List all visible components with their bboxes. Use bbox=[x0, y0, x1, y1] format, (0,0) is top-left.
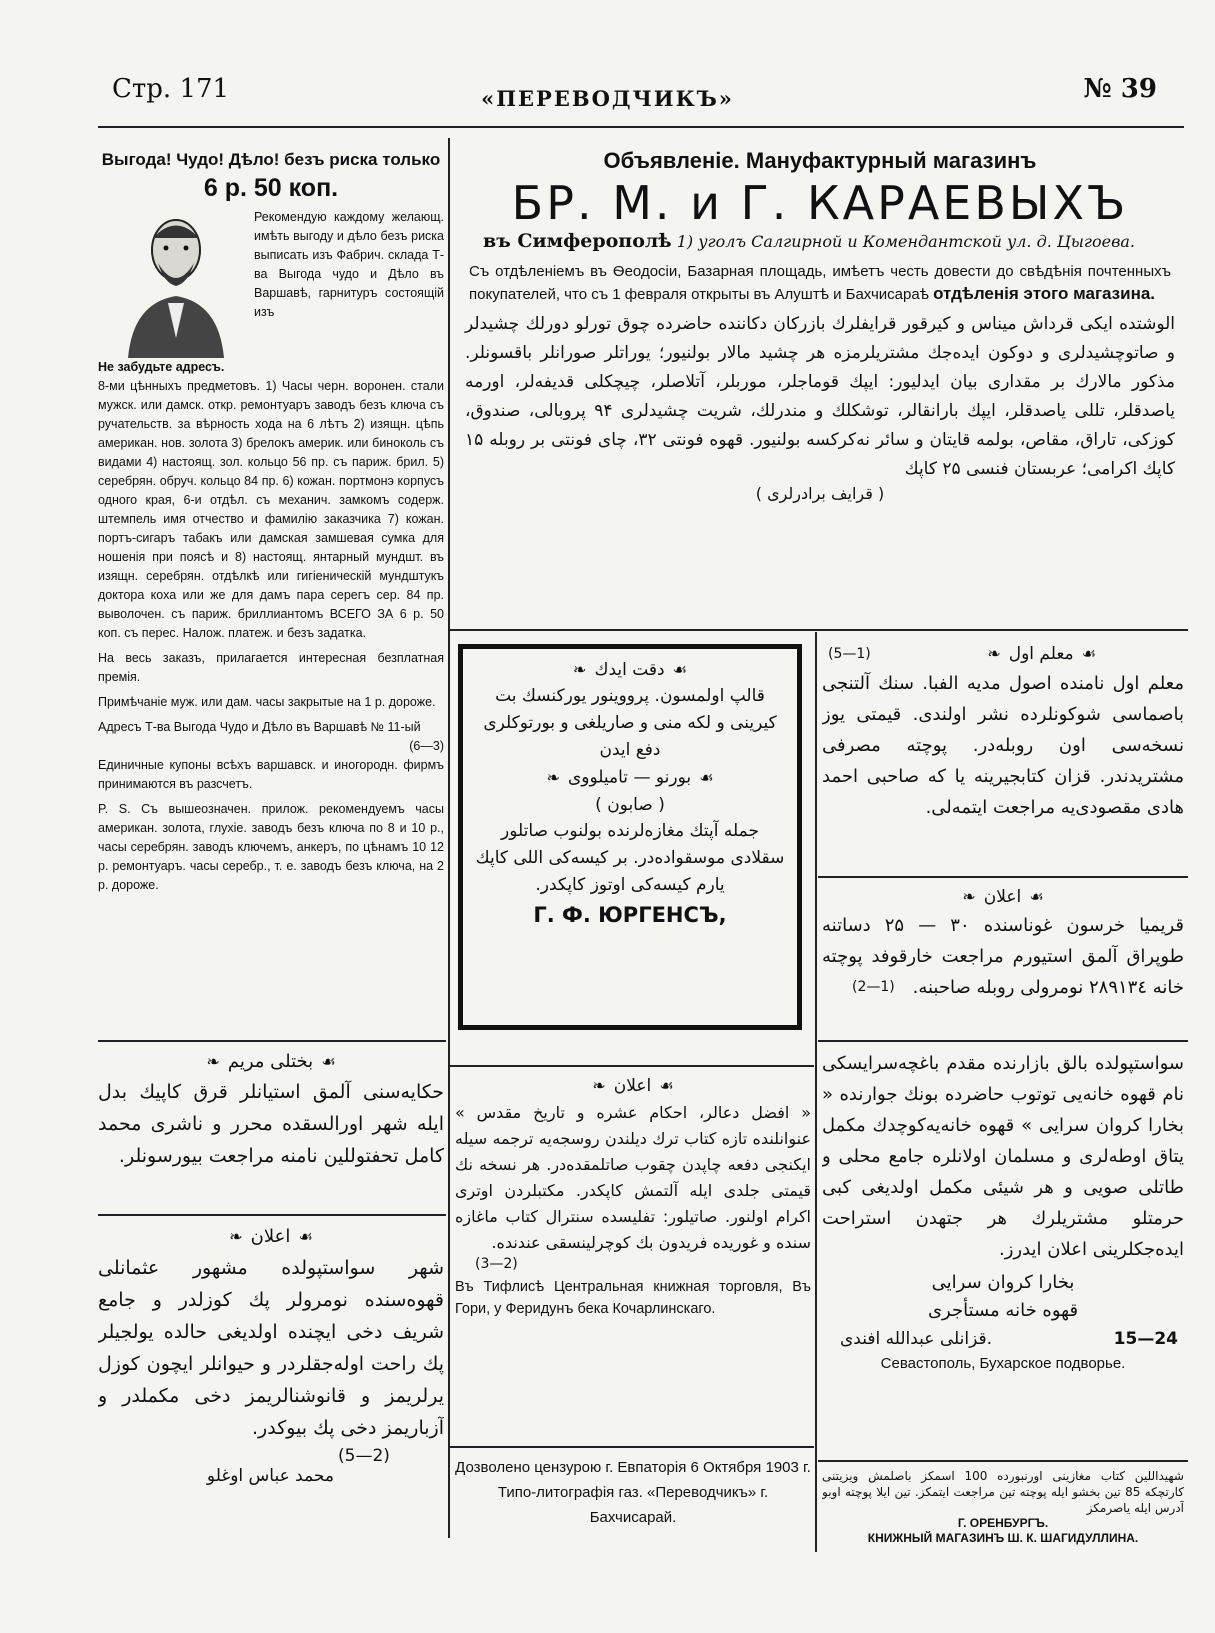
vygoda-items: 8-ми цѣнныхъ предметовъ. 1) Часы черн. воронен. стали мужск. или дамск. откр. ремонтуаръ заводъ безъ ключа съ ручательств. за вѣрность хода на 6 лѣтъ 2) изящн. цѣпь американ. нов. золота 3) брелокъ америк. или биноколь съ видами 4) настоящ. зол. кольцо 56 пр. съ париж. брил. 5) серебрян. обруч. кольцо 84 пр. 6) кожан. портмонэ корпусъ одного края, 6-и отдѣл. съ механич. замкомъ содерж. штемпель имя отчество и фамилію заказчика 7) кожан. портъ-сигаръ табакъ или дамская замшевая сумка для ношенія при поясѣ и 8) настоящ. янтарный мундшт. въ изящн. серебрян. отдѣлкѣ или гигіеническій мундштукъ доктора коха или же для дамъ пара серегъ сер. 84 пр. выволочен. съ париж. бриллиантомъ ВСЕГО ЗА 6 р. 50 коп. съ перес. Налож. платеж. и безъ задатка. bbox=[98, 379, 444, 640]
karaev-tatar-text: الوشتده ایکی قرداش میناس و کیرقور قرایفلرك بازرکان دکاننده حاضرده چوق تورلو دورلك چشیدلر و صاتوچشیدلری و دوکون ایدەجك مشتریلرمزه هر چشید مالار بولنیور؛ یوراتلر صورانلر باقسونلر. مذکور مالارك بر مقداری بیان ایدلیور: ایپك قوماجلر، موربلر، آتلاصلر، چیچکلی قدیفەلر، اورمه یاصدقلر، تللی یاصدقلر، ایپك بارانقالر، توشکلك و مندرلك، شریت چشیدلری ۹۴ پروبالی، صندوق، کوزکی، تاراق، مقاص، بولمه قایتان و سائر نەکرکسه بولنیور. قهوه فونتی ۳۲، چای فونتی بر روبله ۱۵ کاپك اکرامی؛ عربستان فنسی ۲۵ کاپك bbox=[465, 314, 1175, 479]
karaev-address-row bbox=[455, 230, 1185, 253]
bakhtli-ad bbox=[98, 1048, 444, 1208]
vygoda-headline: Выгода! Чудо! Дѣло! безъ риска только bbox=[101, 150, 441, 169]
rule-mid-1 bbox=[450, 1065, 814, 1067]
books-ad bbox=[455, 1072, 811, 1442]
vygoda-intro: Рекомендую каждому желающ. имѣть выгоду и дѣло безъ риска выписать изъ Фабрич. склада Т-ва Выгода чудо и Дѣло въ Варшавѣ, гарнитуръ состоящій изъ bbox=[254, 210, 444, 319]
books-title: اعلان bbox=[613, 1076, 652, 1096]
jurgens-title-row bbox=[473, 657, 787, 683]
bakhtli-title: بختلی مریم bbox=[227, 1051, 314, 1072]
rule-right-1 bbox=[450, 629, 1188, 631]
muallim-title: معلم اول bbox=[1008, 644, 1074, 664]
shagidullin-city: Г. ОРЕНБУРГЪ. bbox=[957, 1516, 1049, 1530]
man-portrait-icon bbox=[98, 208, 248, 358]
muallim-code: (5—1) bbox=[828, 646, 871, 662]
vygoda-price: 6 р. 50 коп. bbox=[203, 174, 339, 202]
karaev-signature: ( قرایف برادرلری ) bbox=[755, 484, 885, 503]
ornament-icon: ❧ bbox=[206, 1052, 220, 1071]
bukhara-sign1: بخارا کروان سرایی bbox=[931, 1272, 1075, 1293]
karaev-text-main: Съ отдѣленіемъ въ Ѳеодосіи, Базарная площадь, имѣетъ честь довести до свѣдѣнія почтенныхъ покупателей, что съ 1 февраля открыты въ Алуштѣ и Бахчисараѣ bbox=[469, 263, 1171, 303]
karaev-text bbox=[455, 261, 1185, 306]
krym-text: قریمیا خرسون غوناسنده ۳۰ — ۲۵ دساتنه طوپراق آلمق استیورم مراجعت خارقوفد پوچته خانه ۲۸۹۱۳٤ نومرولی روبله صاحبنه. bbox=[822, 915, 1184, 998]
krym-code: (2—1) bbox=[852, 979, 895, 995]
muallim-ad bbox=[822, 640, 1184, 872]
muallim-text: معلم اول نامنده اصول مدیه الفبا. سنك آلتنجی باصماسی شوکونلرده نشر اولندی. قیمتی یوز نسخه‌سی اون روبله‌در. پوچته مصرفی مشتریدندر. قزان کتابجیرینه یا که صاحبی احمد هادی مقصودی‌یه مراجعت ایتمه‌لی. bbox=[822, 673, 1184, 818]
vygoda-ps: P. S. Съ вышеозначен. прилож. рекомендуемъ часы американ. золота, глухіе. заводъ безъ ключа по 8 и 10 р., часы серебрян. заводъ ключемъ, анкеръ, по цѣнамъ 10 12 р. ремонтуаръ. часы серебр., т. е. заводъ безъ ключа, на 2 р. дороже. bbox=[98, 802, 444, 892]
rule-right-3 bbox=[818, 1040, 1188, 1042]
karaev-ad bbox=[455, 146, 1185, 626]
censor-note: Дозволено цензурою г. Евпаторія 6 Октября 1903 г. Типо-литографія газ. «Переводчикъ» г. Бахчисарай. bbox=[455, 1459, 811, 1526]
page-number: Стр. 171 bbox=[112, 74, 230, 104]
bakhtli-title-row bbox=[98, 1048, 444, 1076]
vygoda-ad bbox=[98, 148, 444, 1038]
shagidullin-text: شهیداللین کتاب مغازینی اورنبورده 100 اسمکز باصلمش ویزیتنی کارتچکه 85 تین بخشو ایله پوچته تین مراجعت ایتمکز. تین ایلا پوچته اوبو آدرس ایله یاصرمکز bbox=[822, 1469, 1184, 1515]
jurgens-title: دقت ایدك bbox=[594, 660, 665, 680]
karaev-line1: Объявленіе. Мануфактурный магазинъ bbox=[603, 148, 1037, 173]
rule-right-4 bbox=[818, 1460, 1188, 1462]
column-divider-left bbox=[448, 138, 450, 1538]
shagidullin-shop: КНИЖНЫЙ МАГАЗИНЪ Ш. К. ШАГИДУЛЛИНА. bbox=[867, 1531, 1139, 1545]
vygoda-remark: Примѣчаніе муж. или дам. часы закрытые на 1 р. дороже. bbox=[98, 695, 436, 709]
coffeehouse-code: (5—2) bbox=[338, 1446, 390, 1466]
ornament-icon: ❧ bbox=[573, 660, 587, 679]
column-divider-right bbox=[815, 632, 817, 1552]
ornament-icon: ☙ bbox=[321, 1052, 336, 1071]
ornament-icon: ❧ bbox=[987, 644, 1001, 663]
karaev-address: 1) уголъ Салгирной и Комендантской ул. д. Цыгоева. bbox=[676, 232, 1136, 251]
ornament-icon: ☙ bbox=[298, 1227, 313, 1246]
ornament-icon: ❧ bbox=[592, 1076, 606, 1095]
coffeehouse-title-row bbox=[98, 1222, 444, 1252]
vygoda-premium: На весь заказъ, прилагается интересная безплатная премія. bbox=[98, 651, 444, 684]
shagidullin-ad bbox=[822, 1468, 1184, 1548]
krym-title: اعلان bbox=[983, 887, 1022, 907]
newspaper-title: «ПЕРЕВОДЧИКЪ» bbox=[481, 86, 734, 111]
rule-left-2 bbox=[98, 1214, 446, 1216]
bukhara-sign3: قزانلی عبدالله افندی. bbox=[840, 1329, 993, 1349]
ornament-icon: ☙ bbox=[1029, 887, 1044, 906]
bukhara-sign-row bbox=[822, 1325, 1184, 1353]
karaev-name: БР. М. и Г. КАРАЕВЫХЪ bbox=[511, 176, 1129, 230]
issue-number: № 39 bbox=[1083, 74, 1157, 104]
bukhara-code: 15—24 bbox=[1113, 1329, 1178, 1349]
header-rule bbox=[98, 126, 1184, 128]
rule-left-1 bbox=[98, 1040, 446, 1042]
vygoda-address-note: Не забудьте адресъ. bbox=[98, 360, 225, 374]
vygoda-address bbox=[98, 718, 444, 753]
coffeehouse-text: شهر سواستپولده مشهور عثمانلی قهوه‌سنده نومرولر پك کوزلدر و جامع شریف دخی ایچنده اولدیغی حالده یولجیلر پك راحت اوله‌جقلردر و حیوانلر ایچون کوزل یرلریمز و قانوشنالریمز دخی مکملدر و آزباریمز دخی پك بیوکدر. bbox=[98, 1257, 444, 1439]
books-text: « افضل دعالر، احکام عشره و تاریخ مقدس » عنوانلنده تازه کتاب ترك دیلندن روسجه‌یه ترجمه سیله ایکنجی دفعه چاپدن چقوب صاتلمقده‌در. هر نسخه نك قیمتی جلدی ایله آلتمش کاپکدر. مکتبلردن اوتری اکرام اولنور. صاتیلور: تفلیسده سنترال کتاب ماغازه سنده و غوریده فریدون بك کوچرلینسقی عندنده. bbox=[455, 1103, 811, 1252]
bakhtli-text: حکایه‌سنی آلمق استیانلر قرق کاپیك بدل ایله شهر اورالسقده محرر و ناشری محمد کامل تحفتوللین نامنه مراجعت بیورسونلر. bbox=[98, 1081, 444, 1167]
ornament-icon: ☙ bbox=[699, 768, 714, 787]
jurgens-text2: جمله آپتك مغازه‌لرنده بولنوب صاتلور سقلادی موسقواده‌در. بر کیسه‌کی اللی کاپك یارم کیسه‌کی اوتوز کاپکدر. bbox=[475, 820, 785, 895]
bukhara-text: سواستپولده بالق بازارنده مقدم باغچه‌سرایسکی نام قهوه خانه‌یی توتوب حاضرده بونك جوارنده « بخارا کروان سرایی » قهوه خانه‌یه‌کوچدك مکمل یتاق اوطه‌لری و مسلمان اولانلره جامع محلی و طاتلی صویی و هر شیئی مکمل اولدیغی کبی حرمتلو مشتریلرك هر جتهدن استراحت ایده‌جکلرینی اعلان ایدرز. bbox=[822, 1053, 1184, 1260]
rule-mid-2 bbox=[450, 1446, 814, 1448]
jurgens-text1: قالپ اولمسون. پرووینور یورکنسك بت کیرینی و لکه منی و صاریلغی و بورتوکلری دفع ایدن bbox=[483, 686, 777, 760]
jurgens-title2-row bbox=[473, 764, 787, 792]
jurgens-ad bbox=[458, 644, 802, 1030]
books-russian: Въ Тифлисѣ Центральная книжная торговля, Въ Гори, у Феридунъ бека Кочарлинскаго. bbox=[455, 1279, 811, 1317]
ornament-icon: ☙ bbox=[1081, 644, 1096, 663]
ornament-icon: ❧ bbox=[229, 1227, 243, 1246]
coffeehouse-title: اعلان bbox=[250, 1226, 291, 1247]
karaev-text-bold: отдѣленія этого магазина. bbox=[933, 284, 1156, 303]
vygoda-address-code: (6—3) bbox=[409, 739, 444, 753]
ornament-icon: ☙ bbox=[659, 1076, 674, 1095]
rule-right-2 bbox=[818, 876, 1188, 878]
karaev-city: въ Симферополѣ bbox=[483, 230, 672, 252]
books-title-row bbox=[455, 1072, 811, 1100]
muallim-title-wrap bbox=[979, 640, 1104, 668]
ornament-icon: ☙ bbox=[672, 660, 687, 679]
jurgens-title3: ( صابون ) bbox=[595, 794, 665, 815]
coffeehouse-signature: محمد عباس اوغلو bbox=[206, 1466, 334, 1486]
ornament-icon: ❧ bbox=[962, 887, 976, 906]
bukhara-ad bbox=[822, 1048, 1184, 1456]
portrait-illustration bbox=[98, 208, 248, 358]
ornament-icon: ❧ bbox=[546, 768, 560, 787]
vygoda-coupons: Единичные купоны всѣхъ варшавск. и иногородн. фирмъ принимаются въ разсчетъ. bbox=[98, 758, 444, 791]
jurgens-signature: Г. Ф. ЮРГЕНСЪ, bbox=[533, 902, 727, 927]
krym-ad bbox=[822, 884, 1184, 1036]
krym-title-row bbox=[822, 884, 1184, 910]
books-code: (3—2) bbox=[475, 1256, 518, 1272]
jurgens-title2: بورنو — تامیلووی bbox=[567, 767, 692, 788]
bukhara-sign2: قهوه خانه مستأجری bbox=[927, 1300, 1079, 1321]
vygoda-address-text: Адресъ Т-ва Выгода Чудо и Дѣло въ Варшавѣ № 11-ый bbox=[98, 720, 421, 734]
coffeehouse-ad bbox=[98, 1222, 444, 1552]
bukhara-address: Севастополь, Бухарское подворье. bbox=[880, 1355, 1126, 1372]
